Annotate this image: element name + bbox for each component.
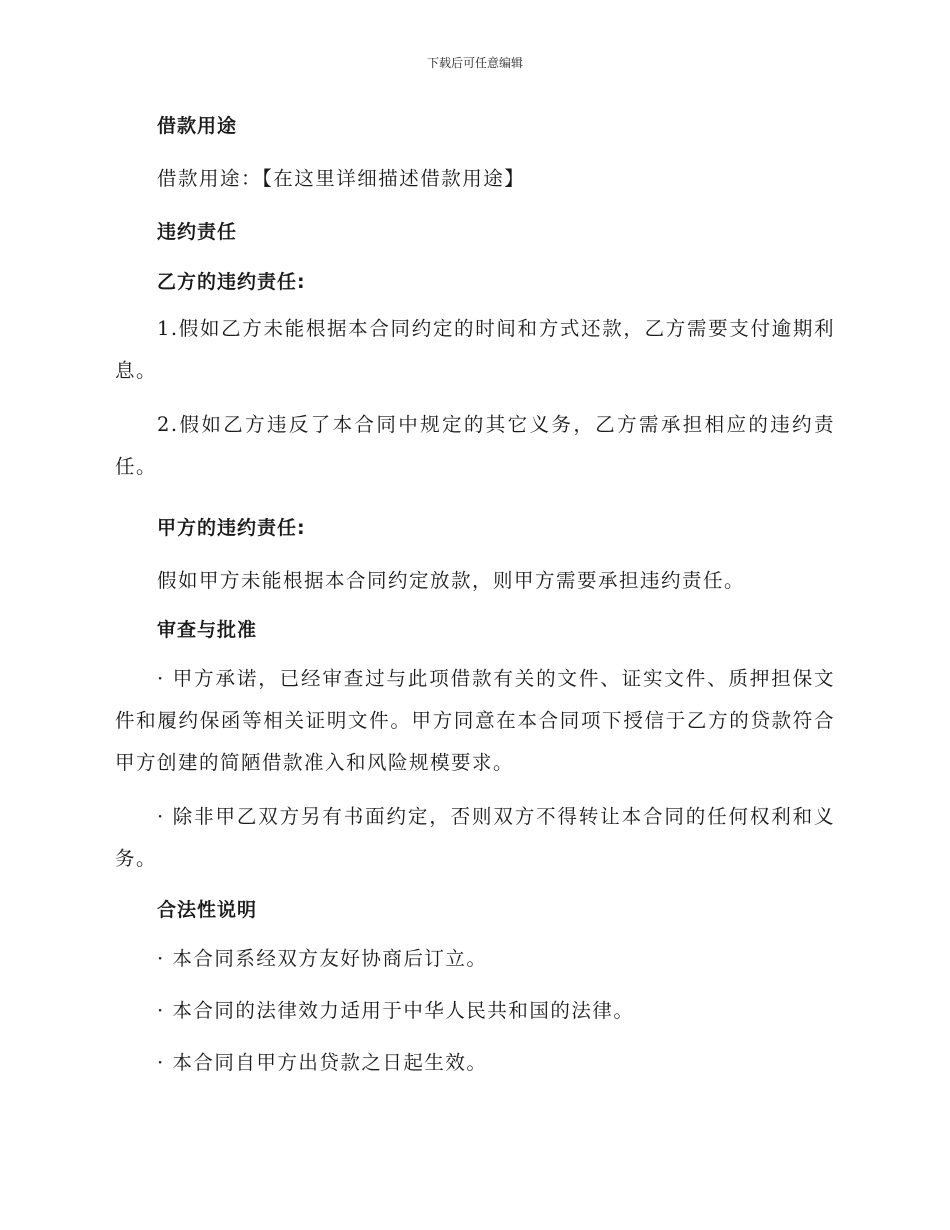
legality-item-3: · 本合同自甲方出贷款之日起生效。 [157,1051,488,1074]
section-heading-breach: 违约责任 [157,221,238,243]
review-item-2: · 除非甲乙双方另有书面约定，否则双方不得转让本合同的任何权利和义务。 [115,805,835,870]
legality-item-1: · 本合同系经双方友好协商后订立。 [157,947,488,970]
section-heading-purpose: 借款用途 [157,115,238,137]
section-heading-legality: 合法性说明 [157,899,258,921]
section-heading-review: 审查与批准 [157,619,258,641]
party-b-breach-item-2: 2.假如乙方违反了本合同中规定的其它义务，乙方需承担相应的违约责任。 [115,413,835,478]
legality-item-2: · 本合同的法律效力适用于中华人民共和国的法律。 [157,999,635,1022]
subheading-party-a-breach: 甲方的违约责任: [157,517,306,539]
page-header-note: 下载后可任意编辑 [426,56,523,70]
subheading-party-b-breach: 乙方的违约责任: [157,271,306,293]
purpose-text: 借款用途：【在这里详细描述借款用途】 [157,167,526,190]
review-item-1: · 甲方承诺，已经审查过与此项借款有关的文件、证实文件、质押担保文件和履约保函等相关证明文件。甲方同意在本合同项下授信于乙方的贷款符合甲方创建的简陋借款准入和风险规模要求。 [115,667,835,774]
party-a-breach-text: 假如甲方未能根据本合同约定放款，则甲方需要承担违约责任。 [157,569,746,592]
document-body [115,108,835,1096]
party-b-breach-item-1: 1.假如乙方未能根据本合同约定的时间和方式还款，乙方需要支付逾期利息。 [115,317,835,382]
